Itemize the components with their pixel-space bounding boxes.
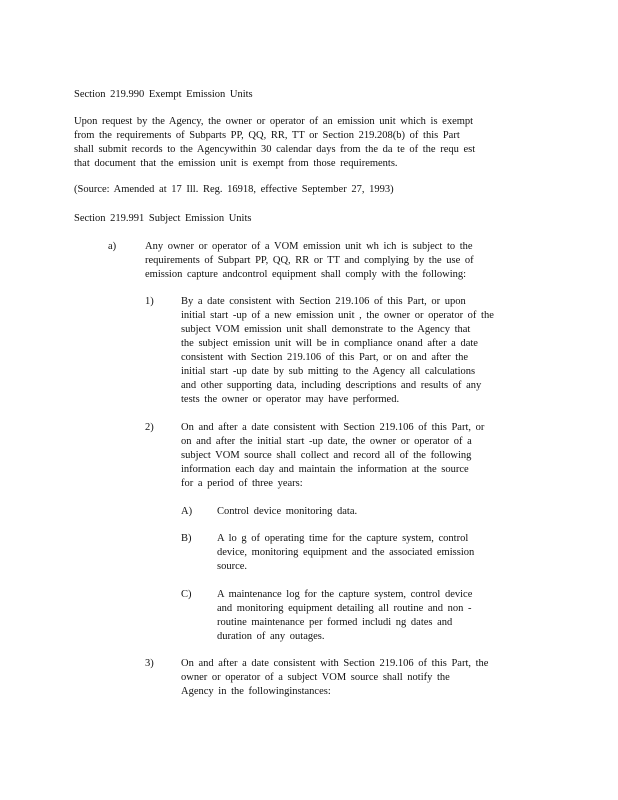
paragraph-line: for a period of three years:: [181, 478, 303, 489]
subitem-label-c: C): [181, 589, 192, 600]
source-note: (Source: Amended at 17 Ill. Reg. 16918, effective September 27, 1993): [74, 184, 394, 195]
paragraph-line: Upon request by the Agency, the owner or operator of an emission unit which is exempt: [74, 116, 474, 127]
paragraph-line: Any owner or operator of a VOM emission unit wh ich is subject to the: [145, 241, 473, 252]
item-2-text: [181, 421, 484, 491]
item-label-1: 1): [145, 296, 154, 307]
paragraph-line: initial start -up date by sub mitting to the Agency all calculations: [181, 366, 476, 377]
paragraph-line: duration of any outages.: [217, 631, 325, 642]
paragraph-line: initial start -up of a new emission unit , the owner or operator of the: [181, 310, 494, 321]
section-heading-219-991: Section 219.991 Subject Emission Units: [74, 213, 252, 224]
paragraph-line: Agency in the followinginstances:: [181, 686, 331, 697]
paragraph-line: Control device monitoring data.: [217, 506, 358, 517]
paragraph-line: tests the owner or operator may have performed.: [181, 394, 400, 405]
paragraph-line: the subject emission unit will be in compliance onand after a date: [181, 338, 478, 349]
paragraph-line: On and after a date consistent with Section 219.106 of this Part, or: [181, 422, 485, 433]
item-label-a: a): [108, 241, 117, 252]
item-label-2: 2): [145, 422, 154, 433]
item-label-3: 3): [145, 658, 154, 669]
item-1-text: [181, 295, 494, 407]
paragraph-line: requirements of Subpart PP, QQ, RR or TT and complying by the use of: [145, 255, 474, 266]
paragraph-line: By a date consistent with Section 219.106 of this Part, or upon: [181, 296, 466, 307]
section-heading-219-990: Section 219.990 Exempt Emission Units: [74, 89, 253, 100]
paragraph-line: consistent with Section 219.106 of this Part, or on and after the: [181, 352, 469, 363]
paragraph-line: on and after the initial start -up date, the owner or operator of a: [181, 436, 472, 447]
subitem-c-text: [217, 588, 472, 644]
paragraph-line: routine maintenance per formed includi ng dates and: [217, 617, 453, 628]
paragraph-line: source.: [217, 561, 248, 572]
paragraph-line: from the requirements of Subparts PP, QQ, RR, TT or Section 219.208(b) of this Part: [74, 130, 460, 141]
section-990-paragraph: [74, 115, 475, 171]
paragraph-line: device, monitoring equipment and the associated emission: [217, 547, 475, 558]
paragraph-line: and monitoring equipment detailing all routine and non -: [217, 603, 472, 614]
paragraph-line: A lo g of operating time for the capture system, control: [217, 533, 469, 544]
paragraph-line: owner or operator of a subject VOM source shall notify the: [181, 672, 450, 683]
item-a-text: [145, 240, 474, 282]
paragraph-line: subject VOM emission unit shall demonstrate to the Agency that: [181, 324, 471, 335]
paragraph-line: that document that the emission unit is exempt from those requirements.: [74, 158, 398, 169]
item-3-text: [181, 657, 488, 699]
paragraph-line: subject VOM source shall collect and record all of the following: [181, 450, 472, 461]
paragraph-line: On and after a date consistent with Section 219.106 of this Part, the: [181, 658, 489, 669]
paragraph-line: information each day and maintain the information at the source: [181, 464, 469, 475]
subitem-a-text: [217, 505, 357, 519]
subitem-label-b: B): [181, 533, 192, 544]
paragraph-line: shall submit records to the Agencywithin 30 calendar days from the da te of the requ est: [74, 144, 476, 155]
paragraph-line: and other supporting data, including descriptions and results of any: [181, 380, 482, 391]
paragraph-line: A maintenance log for the capture system, control device: [217, 589, 473, 600]
subitem-label-a: A): [181, 506, 193, 517]
paragraph-line: emission capture andcontrol equipment shall comply with the following:: [145, 269, 467, 280]
subitem-b-text: [217, 532, 474, 574]
